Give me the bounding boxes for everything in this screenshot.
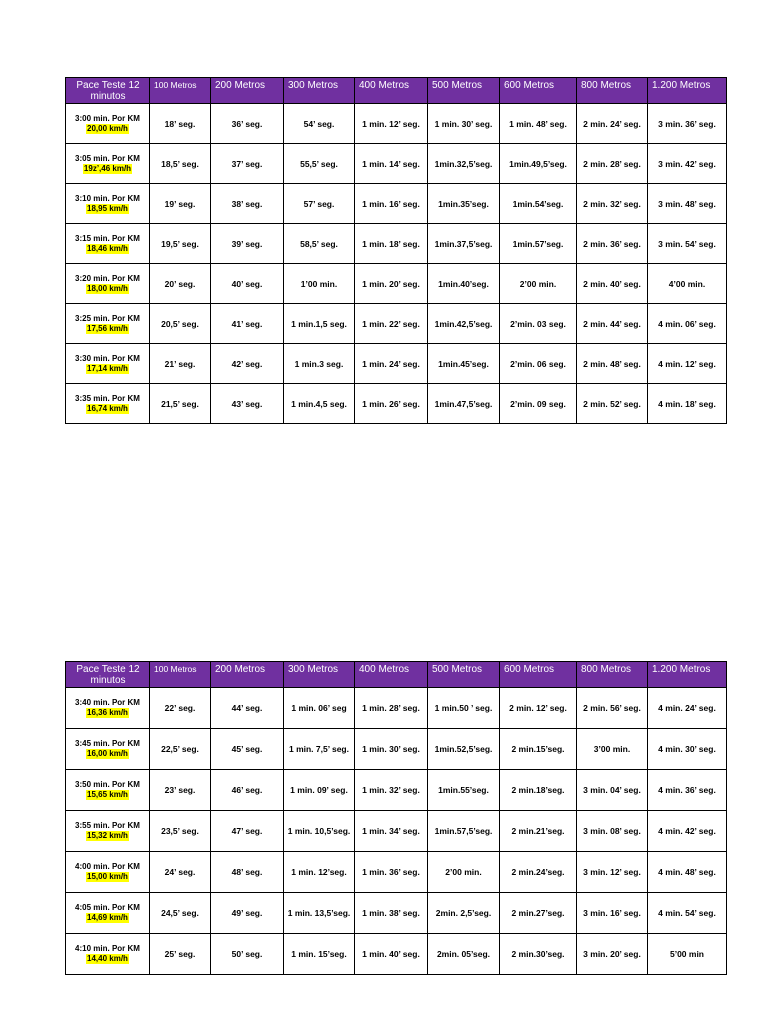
split-time-cell: 2 min.15’seg.: [500, 729, 577, 770]
split-time-cell: 38’ seg.: [211, 184, 284, 224]
split-time-cell: 19,5’ seg.: [150, 224, 211, 264]
split-time-cell: 55,5’ seg.: [284, 144, 355, 184]
split-time-cell: 2 min.27’seg.: [500, 893, 577, 934]
split-time-cell: 20’ seg.: [150, 264, 211, 304]
pace-cell: [66, 184, 150, 224]
speed-kmh-highlight: 15,65 km/h: [87, 790, 128, 799]
split-time-cell: 1min.57,5’seg.: [428, 811, 500, 852]
split-time-cell: 2 min.18’seg.: [500, 770, 577, 811]
split-time-cell: 4 min. 18’ seg.: [648, 384, 727, 424]
pace-cell: [66, 384, 150, 424]
split-time-cell: 1min.35’seg.: [428, 184, 500, 224]
split-time-cell: 1min.45’seg.: [428, 344, 500, 384]
split-time-cell: 4 min. 12’ seg.: [648, 344, 727, 384]
speed-kmh-highlight: 18,00 km/h: [87, 283, 128, 293]
split-time-cell: 1 min. 12’seg.: [284, 852, 355, 893]
split-time-cell: 44’ seg.: [211, 688, 284, 729]
split-time-cell: 58,5’ seg.: [284, 224, 355, 264]
pace-cell: [66, 264, 150, 304]
speed-kmh-highlight: 15,32 km/h: [87, 831, 128, 840]
split-time-cell: 2 min. 56’ seg.: [577, 688, 648, 729]
speed-kmh-highlight: 17,56 km/h: [87, 323, 128, 333]
split-time-cell: 1min.54’seg.: [500, 184, 577, 224]
pace-label: 4:05 min. Por KM: [75, 903, 140, 912]
pace-cell: [66, 144, 150, 184]
split-time-cell: 1min.40’seg.: [428, 264, 500, 304]
column-header-distance: 400 Metros: [355, 662, 428, 688]
column-header-distance: 400 Metros: [355, 78, 428, 104]
split-time-cell: 1 min. 16’ seg.: [355, 184, 428, 224]
speed-kmh-highlight: 14,40 km/h: [87, 954, 128, 963]
table-row: [66, 104, 727, 144]
pace-label: 3:20 min. Por KM: [75, 273, 140, 283]
split-time-cell: 2 min. 52’ seg.: [577, 384, 648, 424]
split-time-cell: 39’ seg.: [211, 224, 284, 264]
split-time-cell: 19’ seg.: [150, 184, 211, 224]
speed-kmh-highlight: 15,00 km/h: [87, 872, 128, 881]
split-time-cell: 47’ seg.: [211, 811, 284, 852]
split-time-cell: 1min.49,5’seg.: [500, 144, 577, 184]
table-body: [66, 688, 727, 975]
split-time-cell: 2 min. 12’ seg.: [500, 688, 577, 729]
split-time-cell: 1 min. 22’ seg.: [355, 304, 428, 344]
split-time-cell: 3 min. 54’ seg.: [648, 224, 727, 264]
pace-cell: [66, 729, 150, 770]
split-time-cell: 1 min.50 ’ seg.: [428, 688, 500, 729]
split-time-cell: 1 min. 13,5’seg.: [284, 893, 355, 934]
split-time-cell: 2 min. 24’ seg.: [577, 104, 648, 144]
split-time-cell: 40’ seg.: [211, 264, 284, 304]
speed-kmh-highlight: 18,46 km/h: [87, 243, 128, 253]
header-row: [66, 78, 727, 104]
split-time-cell: 1 min. 15’seg.: [284, 934, 355, 975]
speed-kmh-highlight: 16,00 km/h: [87, 749, 128, 758]
split-time-cell: 3 min. 04’ seg.: [577, 770, 648, 811]
column-header-distance: 100 Metros: [150, 662, 211, 688]
split-time-cell: 3 min. 16’ seg.: [577, 893, 648, 934]
split-time-cell: 3 min. 36’ seg.: [648, 104, 727, 144]
speed-kmh-highlight: 16,74 km/h: [87, 403, 128, 413]
speed-kmh-highlight: 18,95 km/h: [87, 203, 128, 213]
split-time-cell: 2 min.30’seg.: [500, 934, 577, 975]
split-time-cell: 4 min. 30’ seg.: [648, 729, 727, 770]
table-body: [66, 104, 727, 424]
split-time-cell: 1 min. 12’ seg.: [355, 104, 428, 144]
split-time-cell: 49’ seg.: [211, 893, 284, 934]
speed-kmh-highlight: 17,14 km/h: [87, 363, 128, 373]
split-time-cell: 23,5’ seg.: [150, 811, 211, 852]
split-time-cell: 4’00 min.: [648, 264, 727, 304]
split-time-cell: 2min. 05’seg.: [428, 934, 500, 975]
split-time-cell: 2 min. 32’ seg.: [577, 184, 648, 224]
pace-cell: [66, 934, 150, 975]
pace-label: 4:10 min. Por KM: [75, 944, 140, 953]
pace-cell: [66, 811, 150, 852]
split-time-cell: 50’ seg.: [211, 934, 284, 975]
split-time-cell: 2 min. 28’ seg.: [577, 144, 648, 184]
split-time-cell: 1 min. 32’ seg.: [355, 770, 428, 811]
split-time-cell: 1 min. 36’ seg.: [355, 852, 428, 893]
column-header-pace: Pace Teste 12 minutos: [66, 78, 150, 104]
split-time-cell: 2’00 min.: [428, 852, 500, 893]
column-header-distance: 600 Metros: [500, 78, 577, 104]
split-time-cell: 2’min. 06 seg.: [500, 344, 577, 384]
split-time-cell: 23’ seg.: [150, 770, 211, 811]
split-time-cell: 1 min. 09’ seg.: [284, 770, 355, 811]
table-row: [66, 688, 727, 729]
split-time-cell: 1 min. 14’ seg.: [355, 144, 428, 184]
split-time-cell: 1’00 min.: [284, 264, 355, 304]
split-time-cell: 54’ seg.: [284, 104, 355, 144]
split-time-cell: 1 min. 24’ seg.: [355, 344, 428, 384]
header-row: [66, 662, 727, 688]
split-time-cell: 21,5’ seg.: [150, 384, 211, 424]
speed-kmh-highlight: 16,36 km/h: [87, 708, 128, 717]
column-header-distance: 1.200 Metros: [648, 662, 727, 688]
pace-label: 3:00 min. Por KM: [75, 113, 140, 123]
pace-cell: [66, 344, 150, 384]
pace-label: 3:55 min. Por KM: [75, 821, 140, 830]
table-row: [66, 384, 727, 424]
column-header-distance: 300 Metros: [284, 78, 355, 104]
split-time-cell: 48’ seg.: [211, 852, 284, 893]
split-time-cell: 25’ seg.: [150, 934, 211, 975]
pace-cell: [66, 224, 150, 264]
split-time-cell: 3 min. 20’ seg.: [577, 934, 648, 975]
split-time-cell: 1min.57’seg.: [500, 224, 577, 264]
table-row: [66, 934, 727, 975]
split-time-cell: 57’ seg.: [284, 184, 355, 224]
split-time-cell: 1 min. 06’ seg: [284, 688, 355, 729]
column-header-distance: 500 Metros: [428, 78, 500, 104]
column-header-distance: 800 Metros: [577, 78, 648, 104]
split-time-cell: 24’ seg.: [150, 852, 211, 893]
split-time-cell: 1min.55’seg.: [428, 770, 500, 811]
pace-cell: [66, 104, 150, 144]
split-time-cell: 1 min. 48’ seg.: [500, 104, 577, 144]
pace-label: 3:45 min. Por KM: [75, 739, 140, 748]
split-time-cell: 1 min.1,5 seg.: [284, 304, 355, 344]
split-time-cell: 45’ seg.: [211, 729, 284, 770]
table-row: [66, 224, 727, 264]
pace-label: 3:10 min. Por KM: [75, 193, 140, 203]
split-time-cell: 1 min. 20’ seg.: [355, 264, 428, 304]
split-time-cell: 2’00 min.: [500, 264, 577, 304]
column-header-distance: 100 Metros: [150, 78, 211, 104]
split-time-cell: 2 min.21’seg.: [500, 811, 577, 852]
split-time-cell: 3 min. 42’ seg.: [648, 144, 727, 184]
pace-cell: [66, 852, 150, 893]
split-time-cell: 20,5’ seg.: [150, 304, 211, 344]
pace-label: 3:05 min. Por KM: [75, 153, 140, 163]
split-time-cell: 1 min. 30’ seg.: [355, 729, 428, 770]
column-header-distance: 200 Metros: [211, 662, 284, 688]
table-row: [66, 264, 727, 304]
table-row: [66, 344, 727, 384]
split-time-cell: 2min. 2,5’seg.: [428, 893, 500, 934]
column-header-distance: 300 Metros: [284, 662, 355, 688]
split-time-cell: 1 min. 10,5’seg.: [284, 811, 355, 852]
column-header-distance: 800 Metros: [577, 662, 648, 688]
split-time-cell: 4 min. 54’ seg.: [648, 893, 727, 934]
split-time-cell: 4 min. 48’ seg.: [648, 852, 727, 893]
pace-table-1: [65, 77, 727, 424]
pace-label: 3:30 min. Por KM: [75, 353, 140, 363]
split-time-cell: 3’00 min.: [577, 729, 648, 770]
table-row: [66, 729, 727, 770]
split-time-cell: 1min.47,5’seg.: [428, 384, 500, 424]
split-time-cell: 43’ seg.: [211, 384, 284, 424]
table-row: [66, 893, 727, 934]
split-time-cell: 41’ seg.: [211, 304, 284, 344]
split-time-cell: 36’ seg.: [211, 104, 284, 144]
pace-label: 3:40 min. Por KM: [75, 698, 140, 707]
split-time-cell: 42’ seg.: [211, 344, 284, 384]
split-time-cell: 2 min. 48’ seg.: [577, 344, 648, 384]
split-time-cell: 1min.42,5’seg.: [428, 304, 500, 344]
split-time-cell: 18’ seg.: [150, 104, 211, 144]
speed-kmh-highlight: 19z’,46 km/h: [83, 163, 132, 173]
column-header-distance: 1.200 Metros: [648, 78, 727, 104]
pace-cell: [66, 893, 150, 934]
pace-label: 3:50 min. Por KM: [75, 780, 140, 789]
column-header-distance: 600 Metros: [500, 662, 577, 688]
split-time-cell: 4 min. 36’ seg.: [648, 770, 727, 811]
speed-kmh-highlight: 14,69 km/h: [87, 913, 128, 922]
pace-cell: [66, 304, 150, 344]
split-time-cell: 4 min. 24’ seg.: [648, 688, 727, 729]
split-time-cell: 2’min. 09 seg.: [500, 384, 577, 424]
split-time-cell: 1 min. 26’ seg.: [355, 384, 428, 424]
split-time-cell: 1 min. 38’ seg.: [355, 893, 428, 934]
split-time-cell: 1 min. 28’ seg.: [355, 688, 428, 729]
column-header-pace: Pace Teste 12 minutos: [66, 662, 150, 688]
split-time-cell: 4 min. 06’ seg.: [648, 304, 727, 344]
table-row: [66, 811, 727, 852]
split-time-cell: 2 min.24’seg.: [500, 852, 577, 893]
split-time-cell: 1 min.3 seg.: [284, 344, 355, 384]
table-row: [66, 304, 727, 344]
split-time-cell: 2’min. 03 seg.: [500, 304, 577, 344]
split-time-cell: 1 min. 7,5’ seg.: [284, 729, 355, 770]
split-time-cell: 5’00 min: [648, 934, 727, 975]
split-time-cell: 37’ seg.: [211, 144, 284, 184]
split-time-cell: 24,5’ seg.: [150, 893, 211, 934]
table-row: [66, 184, 727, 224]
pace-cell: [66, 770, 150, 811]
split-time-cell: 1 min. 18’ seg.: [355, 224, 428, 264]
table-row: [66, 770, 727, 811]
column-header-distance: 500 Metros: [428, 662, 500, 688]
pace-table-2: [65, 661, 727, 975]
split-time-cell: 1min.52,5’seg.: [428, 729, 500, 770]
split-time-cell: 2 min. 44’ seg.: [577, 304, 648, 344]
split-time-cell: 18,5’ seg.: [150, 144, 211, 184]
split-time-cell: 3 min. 08’ seg.: [577, 811, 648, 852]
split-time-cell: 1 min.4,5 seg.: [284, 384, 355, 424]
split-time-cell: 2 min. 36’ seg.: [577, 224, 648, 264]
split-time-cell: 22,5’ seg.: [150, 729, 211, 770]
speed-kmh-highlight: 20,00 km/h: [87, 123, 128, 133]
table-row: [66, 852, 727, 893]
pace-label: 3:35 min. Por KM: [75, 393, 140, 403]
pace-cell: [66, 688, 150, 729]
split-time-cell: 1 min. 30’ seg.: [428, 104, 500, 144]
split-time-cell: 1min.37,5’seg.: [428, 224, 500, 264]
pace-label: 3:25 min. Por KM: [75, 313, 140, 323]
split-time-cell: 2 min. 40’ seg.: [577, 264, 648, 304]
pace-label: 3:15 min. Por KM: [75, 233, 140, 243]
split-time-cell: 3 min. 12’ seg.: [577, 852, 648, 893]
split-time-cell: 1 min. 40’ seg.: [355, 934, 428, 975]
split-time-cell: 22’ seg.: [150, 688, 211, 729]
pace-label: 4:00 min. Por KM: [75, 862, 140, 871]
split-time-cell: 21’ seg.: [150, 344, 211, 384]
split-time-cell: 1min.32,5’seg.: [428, 144, 500, 184]
split-time-cell: 1 min. 34’ seg.: [355, 811, 428, 852]
split-time-cell: 46’ seg.: [211, 770, 284, 811]
column-header-distance: 200 Metros: [211, 78, 284, 104]
split-time-cell: 4 min. 42’ seg.: [648, 811, 727, 852]
split-time-cell: 3 min. 48’ seg.: [648, 184, 727, 224]
table-row: [66, 144, 727, 184]
